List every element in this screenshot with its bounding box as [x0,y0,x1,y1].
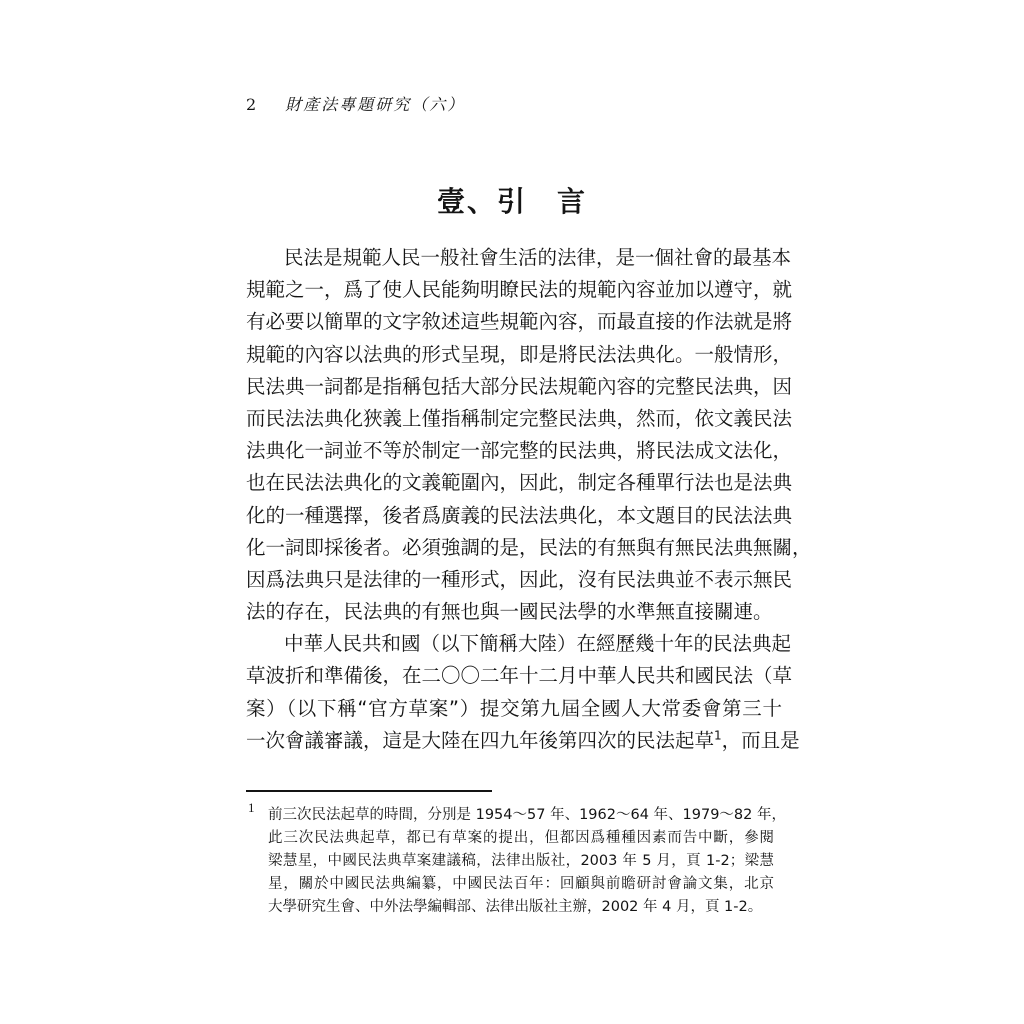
text-line [246,660,793,692]
running-header [246,92,465,115]
text-line-content: 因爲法典只是法律的一種形式，因此，沒有民法典並不表示無民 [246,567,793,591]
text-line [246,242,792,274]
text-line [246,628,792,660]
text-line-content: 一次會議審議，這是大陸在四九年後第四次的民法起草 [246,728,715,752]
text-line-content: 也在民法法典化的文義範圍內，因此，制定各種單行法也是法典 [246,471,793,495]
text-line-content: 民法典一詞都是指稱包括大部分民法規範內容的完整民法典，因 [246,374,793,398]
text-line-content: 案）（以下稱“官方草案”）提交第九屆全國人大常委會第三十 [246,696,782,720]
text-line-content: 草波折和準備後，在二〇〇二年十二月中華人民共和國民法（草 [246,664,793,688]
text-line [246,339,793,371]
text-line [246,596,782,628]
text-line [246,403,793,435]
text-line-content: 規範之一，爲了使人民能夠明瞭民法的規範內容並加以遵守，就 [246,278,793,302]
text-line [246,306,793,338]
footnote-line: 大學研究生會、中外法學編輯部、法律出版社主辦，2002 年 4 月，頁 1-2。 [268,899,763,915]
text-line-content: 化的一種選擇，後者爲廣義的民法法典化，本文題目的民法法典 [246,503,793,527]
footnote-marker: 1 [248,800,255,815]
text-line [246,564,793,596]
section-heading [0,180,1024,220]
page-number: 2 [246,95,258,114]
text-line [246,725,800,757]
text-line [246,693,782,725]
text-line-content: 而民法法典化狹義上僅指稱制定完整民法典，然而，依文義民法 [246,406,793,430]
text-line [246,500,793,532]
footnote-rule [246,790,492,792]
text-line [246,532,812,564]
footnote-line: 前三次民法起草的時間，分別是 1954～57 年、1962～64 年、1979～82 年， [268,807,786,823]
text-line-content: 有必要以簡單的文字敘述這些規範內容，而最直接的作法就是將 [246,310,793,334]
text-line [246,274,793,306]
footnote [268,804,786,919]
text-line-content: 民法是規範人民一般社會生活的法律，是一個社會的最基本 [284,246,792,269]
book-title: 財產法專題研究（六） [285,95,466,114]
section-title: 引 言 [497,185,588,218]
footnote-line: 梁慧星，中國民法典草案建議稿，法律出版社，2003 年 5 月，頁 1-2；梁慧 [268,853,774,869]
text-line [246,371,793,403]
text-line-content: 法的存在，民法典的有無也與一國民法學的水準無直接關連。 [246,600,773,624]
text-line-content: 法典化一詞並不等於制定一部完整的民法典，將民法成文法化， [246,439,793,463]
section-number: 壹、 [436,185,497,218]
text-line-content: 中華人民共和國（以下簡稱大陸）在經歷幾十年的民法典起 [284,632,792,656]
text-line [246,435,793,467]
body-text [246,242,812,757]
footnote-line: 此三次民法典起草，都已有草案的提出，但都因爲種種因素而告中斷，參閱 [268,830,774,846]
text-line-content: 規範的內容以法典的形式呈現，即是將民法法典化。一般情形， [246,342,793,366]
text-line [246,467,793,499]
text-line-content: 化一詞即採後者。必須強調的是，民法的有無與有無民法典無關， [246,535,812,559]
text-line-continuation: ，而且是 [721,728,800,752]
footnote-line: 星，關於中國民法典編纂，中國民法百年：回顧與前瞻研討會論文集，北京 [268,876,774,892]
footnote-reference: 1 [714,728,722,743]
